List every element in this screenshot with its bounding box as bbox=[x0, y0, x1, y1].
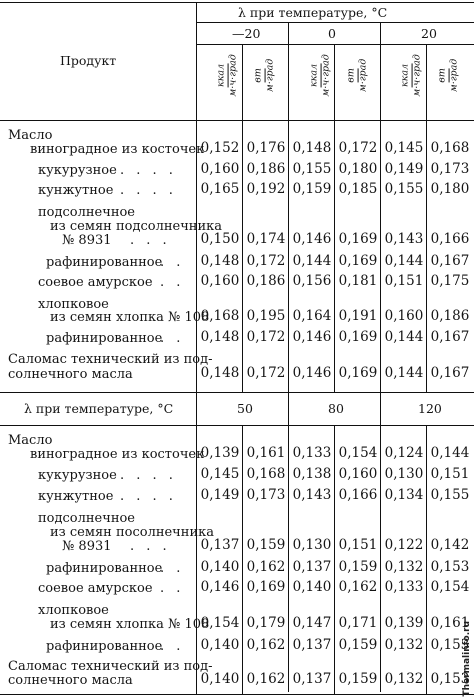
unit-kcal-top: ккал bbox=[399, 63, 411, 87]
vrule-col12-b bbox=[242, 425, 243, 694]
value-cell: 0,165 bbox=[200, 181, 240, 197]
value-cell: 0,145 bbox=[200, 466, 240, 482]
s1-label-kunzhutnoe: кунжутное bbox=[38, 183, 114, 198]
value-cell: 0,159 bbox=[246, 537, 286, 553]
value-cell: 0,167 bbox=[430, 365, 470, 381]
value-cell: 0,192 bbox=[246, 181, 286, 197]
value-cell: 0,133 bbox=[292, 445, 332, 461]
value-cell: 0,144 bbox=[384, 329, 424, 345]
value-cell: 0,132 bbox=[384, 559, 424, 575]
temp-minus-20: —20 bbox=[232, 26, 261, 41]
temp-0: 0 bbox=[328, 26, 336, 41]
s2-label-hlopok-108: из семян хлопка № 108 bbox=[50, 617, 210, 632]
value-cell: 0,137 bbox=[200, 537, 240, 553]
s2-dots-n8931: . . . bbox=[130, 539, 171, 554]
value-cell: 0,142 bbox=[430, 537, 470, 553]
value-cell: 0,148 bbox=[200, 253, 240, 269]
watermark: Thermalinfo.ru bbox=[462, 620, 472, 696]
s1-label-maslo: Масло bbox=[8, 128, 53, 143]
value-cell: 0,155 bbox=[384, 181, 424, 197]
temp-20: 20 bbox=[421, 26, 437, 41]
unit-kcal-col5 bbox=[401, 40, 424, 110]
value-cell: 0,152 bbox=[200, 140, 240, 156]
value-cell: 0,159 bbox=[338, 671, 378, 687]
value-cell: 0,166 bbox=[430, 231, 470, 247]
s2-label-rafinirovannoe-2: рафинированное bbox=[46, 639, 163, 654]
value-cell: 0,180 bbox=[338, 161, 378, 177]
value-cell: 0,144 bbox=[384, 253, 424, 269]
value-cell: 0,140 bbox=[200, 671, 240, 687]
mid-temp-80: 80 bbox=[328, 401, 344, 416]
rule-mid-top bbox=[0, 392, 474, 393]
value-cell: 0,153 bbox=[430, 559, 470, 575]
unit-kcal-bottom: м·ч·град bbox=[320, 54, 332, 97]
value-cell: 0,151 bbox=[430, 466, 470, 482]
rule-under-lambda-title bbox=[196, 22, 474, 23]
s2-label-n8931: № 8931 bbox=[62, 539, 112, 554]
s1-label-n8931: № 8931 bbox=[62, 233, 112, 248]
value-cell: 0,146 bbox=[292, 231, 332, 247]
s2-dots-raf1: . . bbox=[160, 561, 185, 576]
value-cell: 0,173 bbox=[246, 487, 286, 503]
value-cell: 0,137 bbox=[292, 671, 332, 687]
unit-w-col2 bbox=[254, 40, 277, 110]
s2-label-vinogradnoe: виноградное из косточек bbox=[30, 447, 205, 462]
value-cell: 0,159 bbox=[292, 181, 332, 197]
value-cell: 0,169 bbox=[246, 579, 286, 595]
s1-label-soevoe: соевое амурское bbox=[38, 275, 153, 290]
value-cell: 0,155 bbox=[430, 487, 470, 503]
mid-temp-50: 50 bbox=[237, 401, 253, 416]
value-cell: 0,172 bbox=[338, 140, 378, 156]
value-cell: 0,169 bbox=[338, 231, 378, 247]
vrule-col56-b bbox=[426, 425, 427, 694]
value-cell: 0,149 bbox=[200, 487, 240, 503]
value-cell: 0,173 bbox=[430, 161, 470, 177]
value-cell: 0,144 bbox=[384, 365, 424, 381]
value-cell: 0,167 bbox=[430, 253, 470, 269]
value-cell: 0,140 bbox=[292, 579, 332, 595]
value-cell: 0,140 bbox=[200, 559, 240, 575]
s1-label-vinogradnoe: виноградное из косточек bbox=[30, 142, 205, 157]
value-cell: 0,151 bbox=[338, 537, 378, 553]
value-cell: 0,147 bbox=[292, 615, 332, 631]
value-cell: 0,159 bbox=[338, 637, 378, 653]
s2-label-soevoe: соевое амурское bbox=[38, 581, 153, 596]
value-cell: 0,186 bbox=[430, 308, 470, 324]
s2-label-maslo: Масло bbox=[8, 433, 53, 448]
value-cell: 0,160 bbox=[338, 466, 378, 482]
rule-header-bottom bbox=[0, 120, 474, 121]
unit-w-bottom: м·град bbox=[264, 58, 276, 93]
value-cell: 0,140 bbox=[200, 637, 240, 653]
s1-label-kukuruznoe: кукурузное bbox=[38, 163, 117, 178]
s2-label-hlopkovoe: хлопковое bbox=[38, 603, 109, 618]
value-cell: 0,154 bbox=[430, 579, 470, 595]
s1-dots-kunzhutnoe: . . . . bbox=[120, 183, 177, 198]
s1-label-rafinirovannoe-1: рафинированное bbox=[46, 255, 163, 270]
value-cell: 0,139 bbox=[200, 445, 240, 461]
value-cell: 0,146 bbox=[292, 365, 332, 381]
unit-kcal-col1 bbox=[217, 40, 240, 110]
value-cell: 0,143 bbox=[292, 487, 332, 503]
value-cell: 0,172 bbox=[246, 253, 286, 269]
value-cell: 0,161 bbox=[246, 445, 286, 461]
unit-w-col4 bbox=[347, 40, 370, 110]
rule-bottom bbox=[0, 694, 474, 695]
rule-top bbox=[0, 2, 474, 3]
s1-dots-raf2: . . bbox=[160, 331, 185, 346]
value-cell: 0,166 bbox=[338, 487, 378, 503]
value-cell: 0,162 bbox=[246, 637, 286, 653]
s1-label-salomas-2: солнечного масла bbox=[8, 367, 133, 382]
s2-dots-kukuruznoe: . . . . bbox=[120, 468, 177, 483]
value-cell: 0,181 bbox=[338, 273, 378, 289]
value-cell: 0,148 bbox=[292, 140, 332, 156]
s2-label-rafinirovannoe-1: рафинированное bbox=[46, 561, 163, 576]
value-cell: 0,160 bbox=[384, 308, 424, 324]
value-cell: 0,172 bbox=[246, 329, 286, 345]
unit-kcal-top: ккал bbox=[308, 63, 320, 87]
value-cell: 0,168 bbox=[430, 140, 470, 156]
value-cell: 0,160 bbox=[200, 161, 240, 177]
mid-lambda-label: λ при температуре, °C bbox=[24, 401, 174, 416]
s2-label-kunzhutnoe: кунжутное bbox=[38, 489, 114, 504]
product-column-label: Продукт bbox=[60, 53, 117, 68]
value-cell: 0,122 bbox=[384, 537, 424, 553]
value-cell: 0,150 bbox=[200, 231, 240, 247]
value-cell: 0,153 bbox=[430, 671, 470, 687]
unit-w-top: вт bbox=[252, 68, 264, 83]
unit-w-bottom: м·град bbox=[448, 58, 460, 93]
vrule-col34-b bbox=[334, 425, 335, 694]
value-cell: 0,146 bbox=[200, 579, 240, 595]
value-cell: 0,169 bbox=[338, 329, 378, 345]
value-cell: 0,172 bbox=[246, 365, 286, 381]
s1-label-salomas-1: Саломас технический из под- bbox=[8, 352, 213, 367]
value-cell: 0,145 bbox=[384, 140, 424, 156]
value-cell: 0,144 bbox=[292, 253, 332, 269]
value-cell: 0,139 bbox=[384, 615, 424, 631]
s2-label-iz-semyan: из семян посолнечника bbox=[50, 525, 214, 540]
unit-w-top: вт bbox=[345, 68, 357, 83]
value-cell: 0,175 bbox=[430, 273, 470, 289]
unit-kcal-bottom: м·ч·град bbox=[227, 54, 239, 97]
value-cell: 0,174 bbox=[246, 231, 286, 247]
value-cell: 0,146 bbox=[292, 329, 332, 345]
value-cell: 0,133 bbox=[384, 579, 424, 595]
value-cell: 0,180 bbox=[430, 181, 470, 197]
s1-label-podsolnechnoe: подсолнечное bbox=[38, 205, 135, 220]
value-cell: 0,159 bbox=[338, 559, 378, 575]
value-cell: 0,138 bbox=[292, 466, 332, 482]
value-cell: 0,169 bbox=[338, 365, 378, 381]
value-cell: 0,151 bbox=[384, 273, 424, 289]
s2-dots-raf2: . . bbox=[160, 639, 185, 654]
value-cell: 0,134 bbox=[384, 487, 424, 503]
unit-w-col6 bbox=[438, 40, 461, 110]
unit-kcal-bottom: м·ч·град bbox=[411, 54, 423, 97]
s1-label-rafinirovannoe-2: рафинированное bbox=[46, 331, 163, 346]
s1-dots-n8931: . . . bbox=[130, 233, 171, 248]
s2-label-kukuruznoe: кукурузное bbox=[38, 468, 117, 483]
value-cell: 0,137 bbox=[292, 637, 332, 653]
value-cell: 0,162 bbox=[338, 579, 378, 595]
value-cell: 0,191 bbox=[338, 308, 378, 324]
s1-label-iz-semyan: из семян подсолнечника bbox=[50, 219, 222, 234]
value-cell: 0,130 bbox=[292, 537, 332, 553]
s2-dots-soevoe: . . bbox=[160, 581, 185, 596]
value-cell: 0,143 bbox=[384, 231, 424, 247]
value-cell: 0,132 bbox=[384, 637, 424, 653]
value-cell: 0,155 bbox=[292, 161, 332, 177]
value-cell: 0,162 bbox=[246, 671, 286, 687]
value-cell: 0,164 bbox=[292, 308, 332, 324]
value-cell: 0,149 bbox=[384, 161, 424, 177]
s2-label-salomas-2: солнечного масла bbox=[8, 673, 133, 688]
value-cell: 0,171 bbox=[338, 615, 378, 631]
s2-dots-kunzhutnoe: . . . . bbox=[120, 489, 177, 504]
s2-label-salomas-1: Саломас технический из под- bbox=[8, 659, 213, 674]
s1-dots-soevoe: . . bbox=[160, 275, 185, 290]
value-cell: 0,148 bbox=[200, 329, 240, 345]
s1-label-hlopkovoe: хлопковое bbox=[38, 297, 109, 312]
value-cell: 0,168 bbox=[200, 308, 240, 324]
value-cell: 0,168 bbox=[246, 466, 286, 482]
value-cell: 0,154 bbox=[338, 445, 378, 461]
value-cell: 0,161 bbox=[430, 615, 470, 631]
value-cell: 0,124 bbox=[384, 445, 424, 461]
value-cell: 0,144 bbox=[430, 445, 470, 461]
lambda-title: λ при температуре, °C bbox=[238, 5, 388, 20]
unit-kcal-col3 bbox=[310, 40, 333, 110]
unit-kcal-top: ккал bbox=[215, 63, 227, 87]
value-cell: 0,154 bbox=[200, 615, 240, 631]
value-cell: 0,185 bbox=[338, 181, 378, 197]
value-cell: 0,153 bbox=[430, 637, 470, 653]
value-cell: 0,137 bbox=[292, 559, 332, 575]
value-cell: 0,132 bbox=[384, 671, 424, 687]
unit-w-top: вт bbox=[436, 68, 448, 83]
value-cell: 0,130 bbox=[384, 466, 424, 482]
value-cell: 0,156 bbox=[292, 273, 332, 289]
value-cell: 0,186 bbox=[246, 273, 286, 289]
value-cell: 0,186 bbox=[246, 161, 286, 177]
value-cell: 0,148 bbox=[200, 365, 240, 381]
s1-dots-raf1: . . bbox=[160, 255, 185, 270]
s2-label-podsolnechnoe: подсолнечное bbox=[38, 511, 135, 526]
value-cell: 0,160 bbox=[200, 273, 240, 289]
value-cell: 0,167 bbox=[430, 329, 470, 345]
value-cell: 0,162 bbox=[246, 559, 286, 575]
s1-label-hlopok-108: из семян хлопка № 108 bbox=[50, 310, 210, 325]
unit-w-bottom: м·град bbox=[357, 58, 369, 93]
value-cell: 0,195 bbox=[246, 308, 286, 324]
s1-dots-kukuruznoe: . . . . bbox=[120, 163, 177, 178]
rule-mid-bottom bbox=[0, 425, 474, 426]
value-cell: 0,179 bbox=[246, 615, 286, 631]
value-cell: 0,176 bbox=[246, 140, 286, 156]
value-cell: 0,169 bbox=[338, 253, 378, 269]
mid-temp-120: 120 bbox=[418, 401, 442, 416]
